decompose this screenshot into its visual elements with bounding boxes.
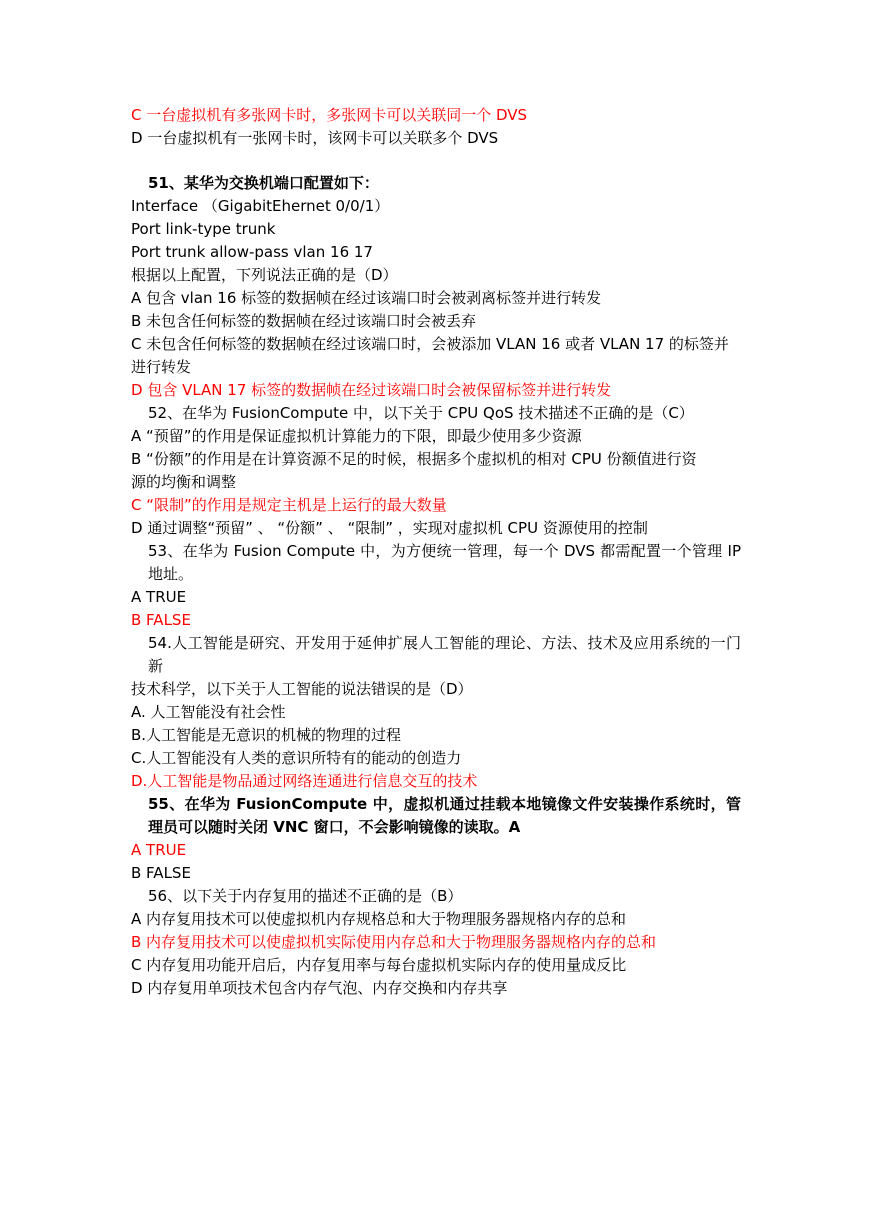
option-line: D 内存复用单项技术包含内存气泡、内存交换和内存共享	[131, 979, 508, 997]
text-line: Interface （GigabitEhernet 0/0/1）	[131, 197, 390, 215]
text-line: Port link-type trunk	[131, 220, 276, 238]
question-heading: 53、在华为 Fusion Compute 中，为方便统一管理，每一个 DVS 都需配置一个管理 IP 地址。	[148, 542, 741, 583]
answer-line: B FALSE	[131, 611, 191, 629]
option-line: B “份额”的作用是在计算资源不足的时候，根据多个虚拟机的相对 CPU 份额值进行资	[131, 450, 697, 468]
question-heading: 56、以下关于内存复用的描述不正确的是（B）	[148, 887, 463, 905]
answer-line: B 内存复用技术可以使虚拟机实际使用内存总和大于物理服务器规格内存的总和	[131, 933, 657, 951]
answer-line: A TRUE	[131, 841, 187, 859]
option-line: A. 人工智能没有社会性	[131, 703, 286, 721]
question-heading: 51、某华为交换机端口配置如下：	[148, 174, 379, 192]
question-heading: 54.人工智能是研究、开发用于延伸扩展人工智能的理论、方法、技术及应用系统的一门新	[148, 634, 741, 675]
question-heading: 52、在华为 FusionCompute 中，以下关于 CPU QoS 技术描述不正确的是（C）	[148, 404, 694, 422]
answer-line: C “限制”的作用是规定主机是上运行的最大数量	[131, 496, 447, 514]
text-line: D 一台虚拟机有一张网卡时，该网卡可以关联多个 DVS	[131, 129, 499, 147]
text-line: 根据以上配置，下列说法正确的是（D）	[131, 266, 398, 284]
option-line: A 包含 vlan 16 标签的数据帧在经过该端口时会被剥离标签并进行转发	[131, 289, 602, 307]
option-line: B FALSE	[131, 864, 191, 882]
answer-line: C 一台虚拟机有多张网卡时，多张网卡可以关联同一个 DVS	[131, 106, 528, 124]
text-line: 技术科学，以下关于人工智能的说法错误的是（D）	[131, 680, 473, 698]
answer-line: D.人工智能是物品通过网络连通进行信息交互的技术	[131, 772, 478, 790]
option-line: C 未包含任何标签的数据帧在经过该端口时，会被添加 VLAN 16 或者 VLAN 17 的标签并	[131, 335, 729, 353]
answer-line: D 包含 VLAN 17 标签的数据帧在经过该端口时会被保留标签并进行转发	[131, 381, 612, 399]
option-line: A TRUE	[131, 588, 187, 606]
option-line: A “预留”的作用是保证虚拟机计算能力的下限，即最少使用多少资源	[131, 427, 582, 445]
text-line: 源的均衡和调整	[131, 473, 237, 491]
option-line: A 内存复用技术可以使虚拟机内存规格总和大于物理服务器规格内存的总和	[131, 910, 627, 928]
option-line: C 内存复用功能开启后，内存复用率与每台虚拟机实际内存的使用量成反比	[131, 956, 627, 974]
spacer	[131, 150, 741, 172]
option-line: B.人工智能是无意识的机械的物理的过程	[131, 726, 402, 744]
text-line: Port trunk allow-pass vlan 16 17	[131, 243, 373, 261]
option-line: C.人工智能没有人类的意识所特有的能动的创造力	[131, 749, 462, 767]
option-line: D 通过调整“预留” 、 “份额” 、 “限制” ，实现对虚拟机 CPU 资源使用的控制	[131, 519, 648, 537]
question-heading: 55、在华为 FusionCompute 中，虚拟机通过挂载本地镜像文件安装操作系统时，管理员可以随时关闭 VNC 窗口，不会影响镜像的读取。A	[148, 795, 741, 836]
option-line: B 未包含任何标签的数据帧在经过该端口时会被丢弃	[131, 312, 477, 330]
text-line: 进行转发	[131, 358, 192, 376]
document-page	[131, 104, 741, 1000]
